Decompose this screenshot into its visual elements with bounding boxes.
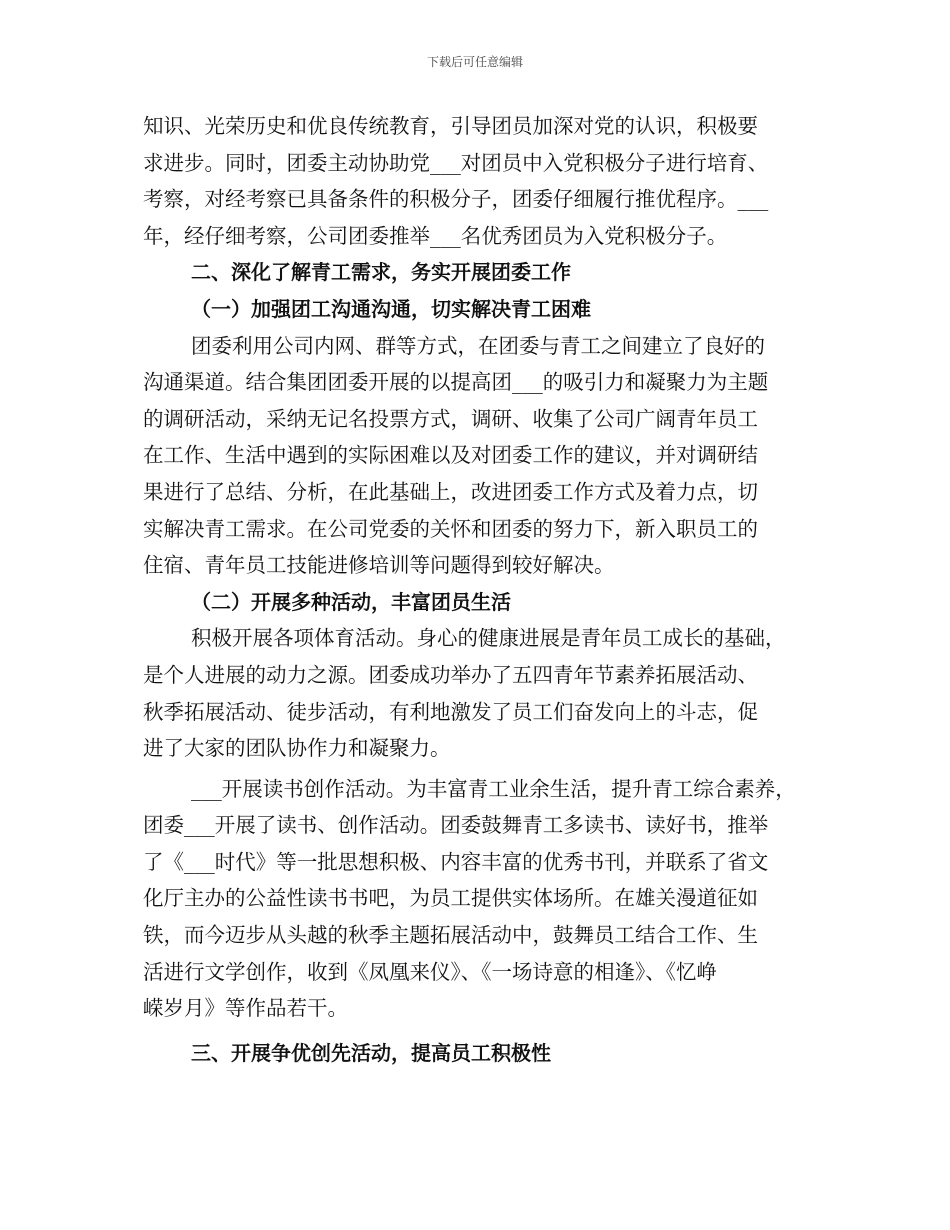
section-heading-3: 三、开展争优创先活动，提高员工积极性 xyxy=(191,1040,551,1065)
paragraph-line: 求进步。同时，团委主动协助党___对团员中入党积极分子进行培育、 xyxy=(143,150,769,175)
section-heading-2: 二、深化了解青工需求，务实开展团委工作 xyxy=(191,260,571,285)
paragraph-line: 活进行文学创作，收到《凤凰来仪》、《一场诗意的相逢》、《忆峥 xyxy=(143,959,717,984)
paragraph-line: 沟通渠道。结合集团团委开展的以提高团___的吸引力和凝聚力为主题 xyxy=(143,370,769,395)
paragraph-line: 是个人进展的动力之源。团委成功举办了五四青年节素养拓展活动、 xyxy=(143,662,758,687)
paragraph-line: 团委___开展了读书、创作活动。团委鼓舞青工多读书、读好书，推举 xyxy=(143,813,769,838)
paragraph-line: 化厅主办的公益性读书书吧，为员工提供实体场所。在雄关漫道征如 xyxy=(143,886,758,911)
paragraph-line: 年，经仔细考察，公司团委推举___名优秀团员为入党积极分子。 xyxy=(143,223,728,248)
paragraph-line: 团委利用公司内网、群等方式，在团委与青工之间建立了良好的 xyxy=(191,333,765,358)
paragraph-line: 进了大家的团队协作力和凝聚力。 xyxy=(143,736,451,761)
paragraph-line: 实解决青工需求。在公司党委的关怀和团委的努力下，新入职员工的 xyxy=(143,516,758,541)
paragraph-line: 果进行了总结、分析，在此基础上，改进团委工作方式及着力点，切 xyxy=(143,479,758,504)
paragraph-line: 考察，对经考察已具备条件的积极分子，团委仔细履行推优程序。___ xyxy=(143,187,769,212)
paragraph-line: 在工作、生活中遇到的实际困难以及对团委工作的建议，并对调研结 xyxy=(143,443,758,468)
paragraph-line: 知识、光荣历史和优良传统教育，引导团员加深对党的认识，积极要 xyxy=(143,114,758,138)
paragraph-line: 了《___时代》等一批思想积极、内容丰富的优秀书刊，并联系了省文 xyxy=(143,849,769,874)
paragraph-line: 嵘岁月》等作品若干。 xyxy=(143,996,348,1021)
paragraph-line: ___开展读书创作活动。为丰富青工业余生活，提升青工综合素养， xyxy=(191,776,796,801)
paragraph-line: 秋季拓展活动、徒步活动，有利地激发了员工们奋发向上的斗志，促 xyxy=(143,699,758,724)
subsection-heading-1: （一）加强团工沟通沟通，切实解决青工困难 xyxy=(191,296,591,321)
page-header-note: 下载后可任意编辑 xyxy=(426,55,523,69)
paragraph-line: 铁，而今迈步从头越的秋季主题拓展活动中，鼓舞员工结合工作、生 xyxy=(143,923,758,948)
paragraph-line: 住宿、青年员工技能进修培训等问题得到较好解决。 xyxy=(143,553,615,578)
paragraph-line: 积极开展各项体育活动。身心的健康进展是青年员工成长的基础， xyxy=(191,626,786,651)
document-body xyxy=(143,108,815,1071)
subsection-heading-2: （二）开展多种活动，丰富团员生活 xyxy=(191,589,511,614)
paragraph-line: 的调研活动，采纳无记名投票方式，调研、收集了公司广阔青年员工 xyxy=(143,406,758,431)
